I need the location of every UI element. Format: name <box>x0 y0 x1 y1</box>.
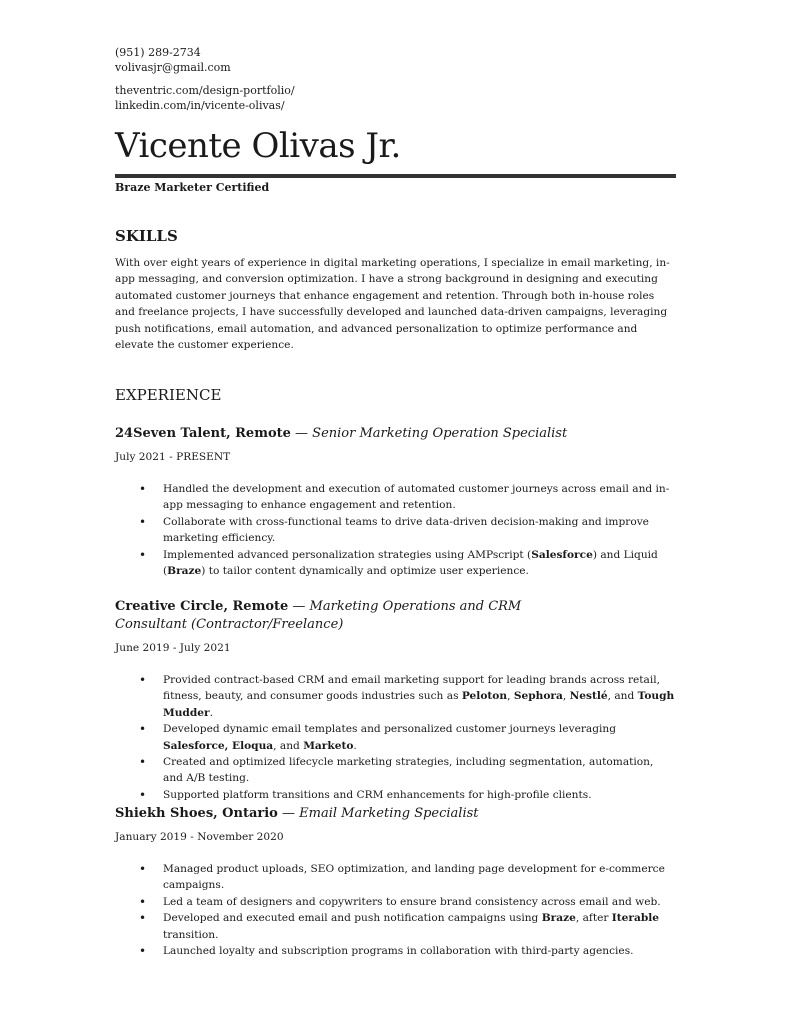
certification-tagline: Braze Marketer Certified <box>115 181 270 194</box>
job-role: Marketing Operations and CRM Consultant (Contractor/Freelance) <box>115 599 522 632</box>
job-dates: July 2021 - PRESENT <box>115 451 231 463</box>
resume-name: Vicente Olivas Jr. <box>115 126 401 166</box>
job-bullets <box>115 672 675 803</box>
bullet-item: • Created and optimized lifecycle marketing strategies, including segmentation, automation, and A/B testing. <box>115 754 675 787</box>
job-company: 24Seven Talent, Remote <box>115 426 291 441</box>
bullet-item: • Developed and executed email and push notification campaigns using Braze, after Iterable transition. <box>115 910 675 943</box>
job-dates: January 2019 - November 2020 <box>115 831 284 843</box>
bullet-item: • Handled the development and execution of automated customer journeys across email and in-app messaging to enhance engagement and retention. <box>115 481 675 514</box>
job-entry <box>115 425 675 579</box>
job-entry <box>115 598 675 803</box>
bullet-item: • Supported platform transitions and CRM enhancements for high-profile clients. <box>115 787 675 803</box>
skills-summary: With over eight years of experience in digital marketing operations, I specialize in email marketing, in-app messaging, and conversion optimization. I have a strong background in designing and executing automated customer journeys that enhance engagement and retention. Through both in-house roles and freelance projects, I have successfully developed and launched data-driven campaigns, leveraging push notifications, email automation, and advanced personalization to optimize performance and elevate the customer experience. <box>115 257 670 352</box>
bullet-item: • Led a team of designers and copywriters to ensure brand consistency across email and web. <box>115 894 675 910</box>
bullet-item: • Provided contract-based CRM and email marketing support for leading brands across retail, fitness, beauty, and consumer goods industries such as Peloton, Sephora, Nestlé, and Tough Mudder. <box>115 672 675 721</box>
skills-heading: SKILLS <box>115 227 178 245</box>
bullet-item: • Managed product uploads, SEO optimization, and landing page development for e-commerce campaigns. <box>115 861 675 894</box>
header-divider <box>115 174 676 178</box>
bullet-item: • Collaborate with cross-functional teams to drive data-driven decision-making and improve marketing efficiency. <box>115 514 675 547</box>
email-address: volivasjr@gmail.com <box>115 61 231 74</box>
job-entry <box>115 805 675 959</box>
job-role: Email Marketing Specialist <box>299 806 479 821</box>
job-separator: — <box>290 426 313 441</box>
job-header <box>115 598 565 634</box>
job-company: Shiekh Shoes, Ontario <box>115 806 278 821</box>
job-bullets <box>115 481 675 579</box>
job-dates: June 2019 - July 2021 <box>115 642 231 654</box>
job-separator: — <box>277 806 300 821</box>
job-bullets <box>115 861 675 959</box>
contact-block <box>115 45 295 113</box>
bullet-item: • Launched loyalty and subscription programs in collaboration with third-party agencies. <box>115 943 675 959</box>
bullet-item: • Implemented advanced personalization strategies using AMPscript (Salesforce) and Liquid (Braze) to tailor content dynamically and optimize user experience. <box>115 547 675 580</box>
phone-number: (951) 289-2734 <box>115 46 201 59</box>
job-company: Creative Circle, Remote <box>115 599 289 614</box>
bullet-item: • Developed dynamic email templates and personalized customer journeys leveraging Salesforce, Eloqua, and Marketo. <box>115 721 675 754</box>
portfolio-link[interactable]: theventric.com/design-portfolio/ <box>115 84 295 97</box>
job-role: Senior Marketing Operation Specialist <box>312 426 568 441</box>
job-header <box>115 425 675 443</box>
job-separator: — <box>288 599 310 614</box>
linkedin-link[interactable]: linkedin.com/in/vicente-olivas/ <box>115 99 285 112</box>
job-header <box>115 805 675 823</box>
experience-heading: EXPERIENCE <box>115 386 222 404</box>
